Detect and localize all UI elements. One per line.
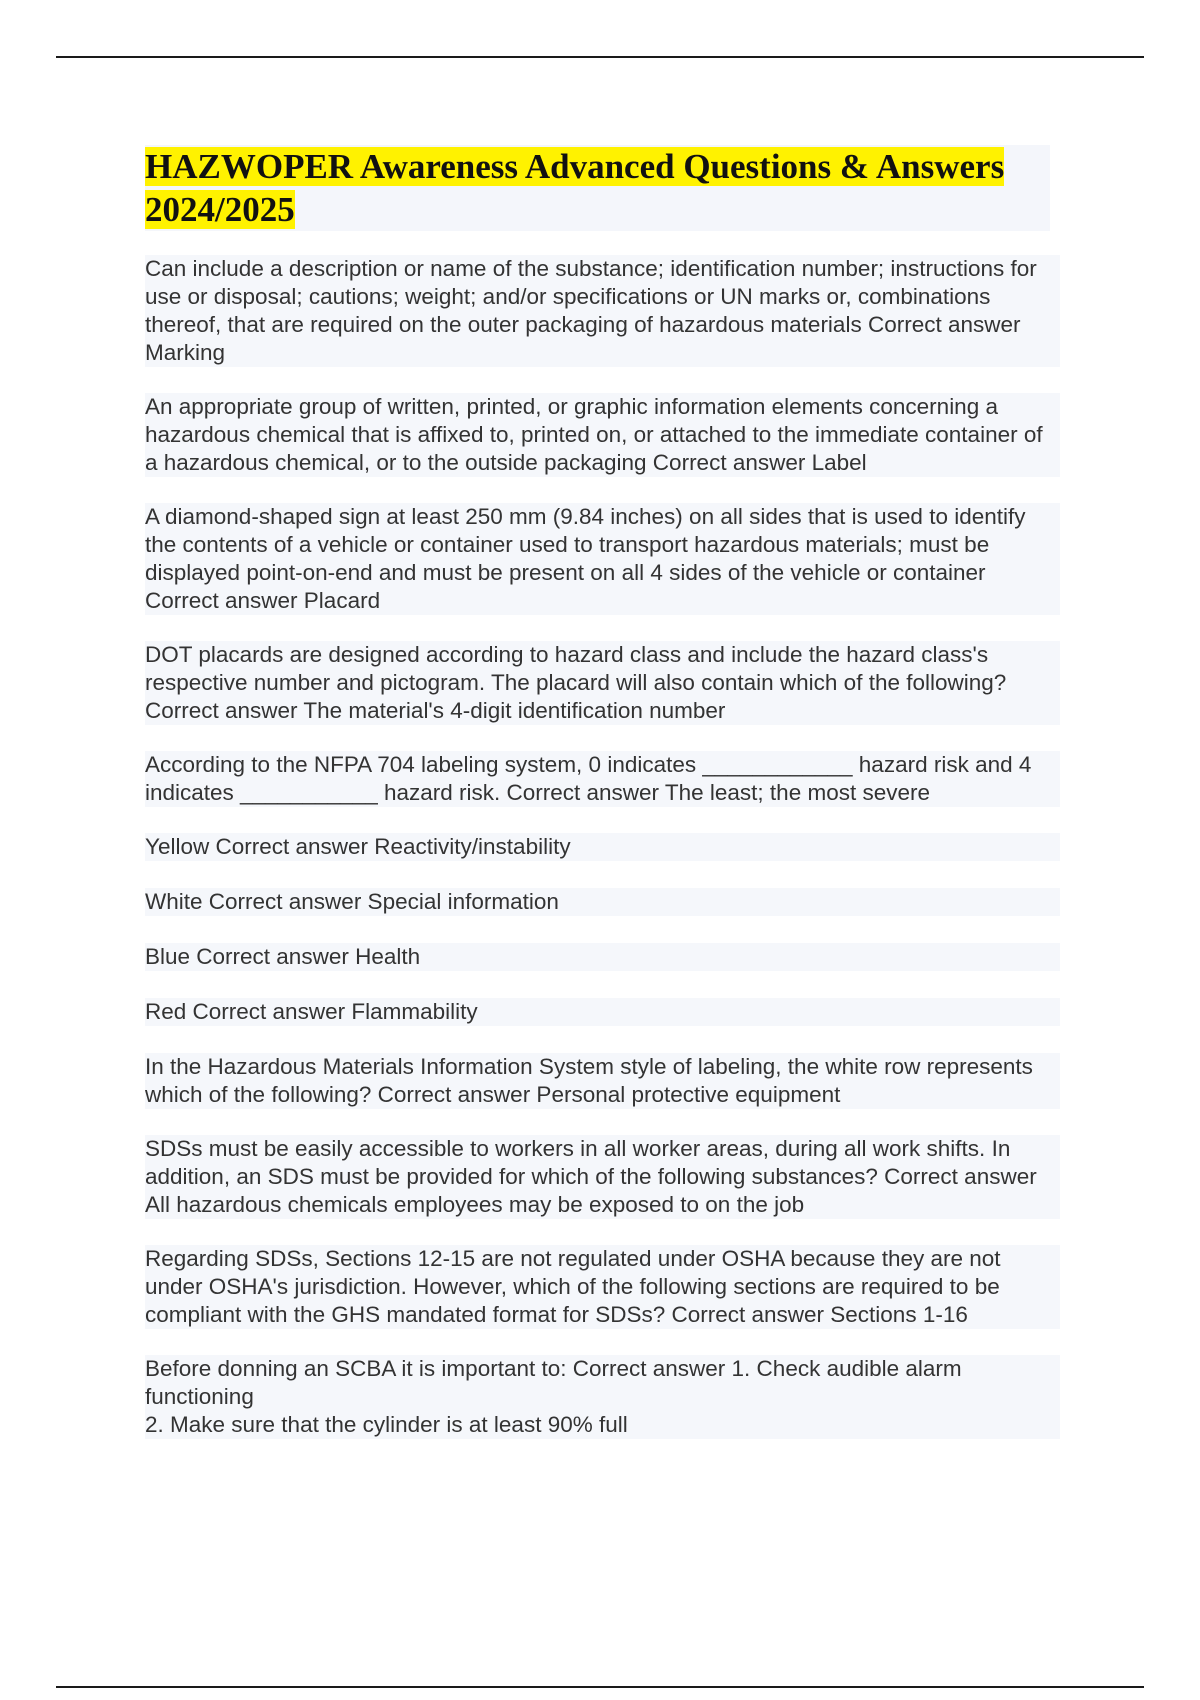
qa-item: Blue Correct answer Health: [145, 943, 1060, 971]
document-title-block: [145, 145, 1050, 231]
qa-item-line-1: Before donning an SCBA it is important to: Correct answer 1. Check audible alarm functioning: [145, 1356, 962, 1409]
document-title: [145, 145, 1050, 231]
qa-item: A diamond-shaped sign at least 250 mm (9.84 inches) on all sides that is used to identify the contents of a vehicle or container used to transport hazardous materials; must be displayed point-on-end and must be present on all 4 sides of the vehicle or container Correct answer Placard: [145, 503, 1060, 615]
qa-item: Red Correct answer Flammability: [145, 998, 1060, 1026]
title-line-2: 2024/2025: [145, 190, 295, 229]
top-rule: [56, 56, 1144, 58]
qa-item: White Correct answer Special information: [145, 888, 1060, 916]
qa-list: [145, 255, 1060, 1465]
title-line-1: HAZWOPER Awareness Advanced Questions & Answers: [145, 147, 1005, 186]
qa-item: Regarding SDSs, Sections 12-15 are not regulated under OSHA because they are not under OSHA's jurisdiction. However, which of the following sections are required to be compliant with the GHS mandated format for SDSs? Correct answer Sections 1-16: [145, 1245, 1060, 1329]
qa-item-line-2: 2. Make sure that the cylinder is at least 90% full: [145, 1412, 628, 1437]
bottom-rule: [56, 1686, 1144, 1688]
qa-item: Yellow Correct answer Reactivity/instability: [145, 833, 1060, 861]
qa-item: Can include a description or name of the substance; identification number; instructions for use or disposal; cautions; weight; and/or specifications or UN marks or, combinations thereof, that are required on the outer packaging of hazardous materials Correct answer Marking: [145, 255, 1060, 367]
qa-item: An appropriate group of written, printed, or graphic information elements concerning a hazardous chemical that is affixed to, printed on, or attached to the immediate container of a hazardous chemical, or to the outside packaging Correct answer Label: [145, 393, 1060, 477]
qa-item: DOT placards are designed according to hazard class and include the hazard class's respective number and pictogram. The placard will also contain which of the following? Correct answer The material's 4-digit identification number: [145, 641, 1060, 725]
qa-item: In the Hazardous Materials Information System style of labeling, the white row represents which of the following? Correct answer Personal protective equipment: [145, 1053, 1060, 1109]
qa-item-multiline: [145, 1355, 1060, 1439]
qa-item: According to the NFPA 704 labeling system, 0 indicates ____________ hazard risk and 4 indicates ___________ hazard risk. Correct answer The least; the most severe: [145, 751, 1060, 807]
qa-item: SDSs must be easily accessible to workers in all worker areas, during all work shifts. In addition, an SDS must be provided for which of the following substances? Correct answer All hazardous chemicals employees may be exposed to on the job: [145, 1135, 1060, 1219]
